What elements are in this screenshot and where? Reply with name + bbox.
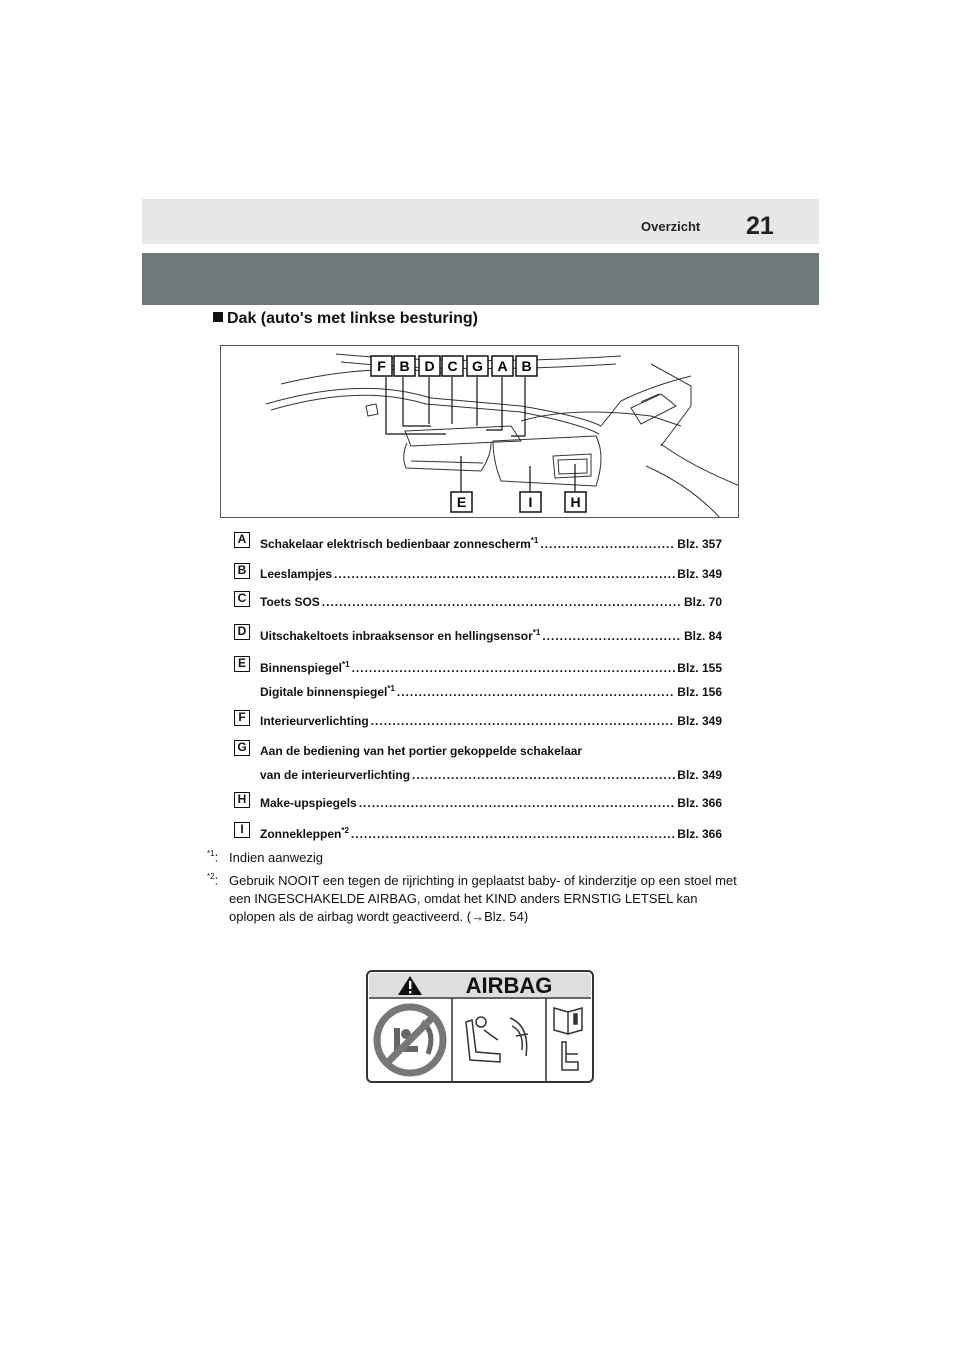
leader-dots [359, 796, 676, 810]
callout-letter: B [521, 358, 532, 374]
callout-label [451, 492, 472, 512]
item-label [260, 744, 582, 758]
callout-letter: E [456, 494, 467, 510]
item-label-text: Digitale binnenspiegel [260, 685, 388, 699]
leader-dots [334, 567, 675, 581]
item-badge: C [234, 591, 250, 607]
footnote-mark-text: *1 [207, 849, 215, 858]
leader-dots [397, 685, 675, 699]
callout-label [467, 356, 488, 376]
page-reference[interactable]: Blz. 366 [677, 796, 722, 810]
item-label-text: Make-upspiegels [260, 796, 357, 810]
item-label [260, 567, 332, 581]
airbag-warning-label [366, 970, 594, 1083]
item-label [260, 536, 538, 551]
footnote-text: Indien aanwezig [229, 850, 323, 865]
item-badge: E [234, 656, 250, 672]
item-label [260, 660, 350, 675]
callout-letter: G [472, 358, 483, 374]
item-badge: H [234, 792, 250, 808]
callout-letter: A [497, 358, 508, 374]
item-row [260, 567, 722, 581]
callout-label [516, 356, 537, 376]
callout-letter: C [447, 358, 458, 374]
item-label-text: Leeslampjes [260, 567, 333, 581]
item-row [260, 628, 722, 643]
footnote-ref: *2 [341, 826, 349, 835]
page-reference[interactable]: Blz. 349 [677, 567, 722, 581]
section-title: Overzicht [641, 219, 701, 234]
callout-label [565, 492, 586, 512]
figure-bottom-labels [451, 492, 586, 512]
subheading-text: Dak (auto's met linkse besturing) [227, 310, 478, 327]
callout-letter: B [399, 358, 410, 374]
item-row [260, 744, 722, 758]
item-label-text: Zonnekleppen [260, 827, 342, 841]
figure-top-labels [371, 356, 537, 376]
callout-letter: I [528, 494, 533, 510]
item-label-text: Aan de bediening van het portier gekoppelde schakelaar [260, 744, 583, 758]
square-bullet-icon [213, 312, 223, 322]
item-row [260, 595, 722, 609]
item-row [260, 714, 722, 728]
page-reference[interactable]: Blz. 366 [677, 827, 722, 841]
footnote-ref: *1 [530, 536, 539, 545]
item-row [260, 768, 722, 782]
leader-dots [322, 595, 682, 609]
leader-dots [351, 827, 675, 841]
leader-dots [412, 768, 675, 782]
footnote-mark: $^{*2}$: [207, 872, 219, 888]
item-label [260, 714, 369, 728]
item-badge: I [234, 822, 250, 838]
callout-letter: F [377, 358, 386, 374]
item-label [260, 796, 357, 810]
airbag-title: AIRBAG [465, 973, 553, 998]
item-label [260, 628, 540, 643]
page-reference[interactable]: Blz. 349 [677, 768, 722, 782]
item-badge: D [234, 624, 250, 640]
callout-letter: D [424, 358, 435, 374]
page-reference[interactable]: Blz. 84 [683, 629, 722, 643]
leader-dots [540, 537, 675, 551]
item-row [260, 536, 722, 551]
page-reference[interactable]: Blz. 156 [677, 685, 722, 699]
page-reference[interactable]: Blz. 155 [677, 661, 722, 675]
footnote-mark: $^{*1}$: [207, 849, 219, 865]
item-row [260, 796, 722, 810]
page-number: 21 [746, 212, 774, 240]
footnote-mark-text: *2 [207, 872, 215, 881]
item-label [260, 595, 320, 609]
page-reference[interactable]: Blz. 70 [683, 595, 722, 609]
item-label [260, 768, 410, 782]
roof-console-illustration [220, 345, 739, 518]
page-reference[interactable]: Blz. 349 [677, 714, 722, 728]
leader-dots [352, 661, 676, 675]
item-label [260, 684, 395, 699]
item-badge: F [234, 710, 250, 726]
callout-label [520, 492, 541, 512]
header-band [142, 253, 819, 305]
footnote-ref: *1 [342, 660, 350, 669]
subheading [213, 310, 478, 328]
item-badge: A [234, 532, 250, 548]
footnote-text: Gebruik NOOIT een tegen de rijrichting in geplaatst baby- of kinderzitje op een stoel met een INGESCHAKELDE AIRBAG, omdat het KIND anders ERNSTIG LETSEL kan oplopen als de airbag wordt geactiveerd. (→Blz. 54) [229, 873, 737, 924]
item-label-text: Uitschakeltoets inbraaksensor en hellingsensor [260, 629, 533, 643]
footnote-ref: *1 [532, 628, 541, 637]
page-reference[interactable]: Blz. 357 [677, 537, 722, 551]
item-label-text: Toets SOS [260, 595, 320, 609]
callout-label [419, 356, 440, 376]
callout-label [371, 356, 392, 376]
item-badge: B [234, 563, 250, 579]
page-header [142, 199, 819, 244]
callout-label [394, 356, 415, 376]
leader-dots [371, 714, 676, 728]
item-row [260, 684, 722, 699]
item-label [260, 826, 349, 841]
callout-letter: H [570, 494, 581, 510]
callout-label [492, 356, 513, 376]
item-label-text: Interieurverlichting [260, 714, 369, 728]
item-label-text: van de interieurverlichting [260, 768, 411, 782]
roof-console-drawing [221, 346, 739, 518]
footnote-ref: *1 [387, 684, 395, 693]
item-label-text: Schakelaar elektrisch bedienbaar zonnescherm [260, 537, 531, 551]
item-label-text: Binnenspiegel [260, 661, 343, 675]
item-row [260, 826, 722, 841]
callout-label [442, 356, 463, 376]
leader-dots [542, 629, 682, 643]
item-badge: G [234, 740, 250, 756]
item-row [260, 660, 722, 675]
